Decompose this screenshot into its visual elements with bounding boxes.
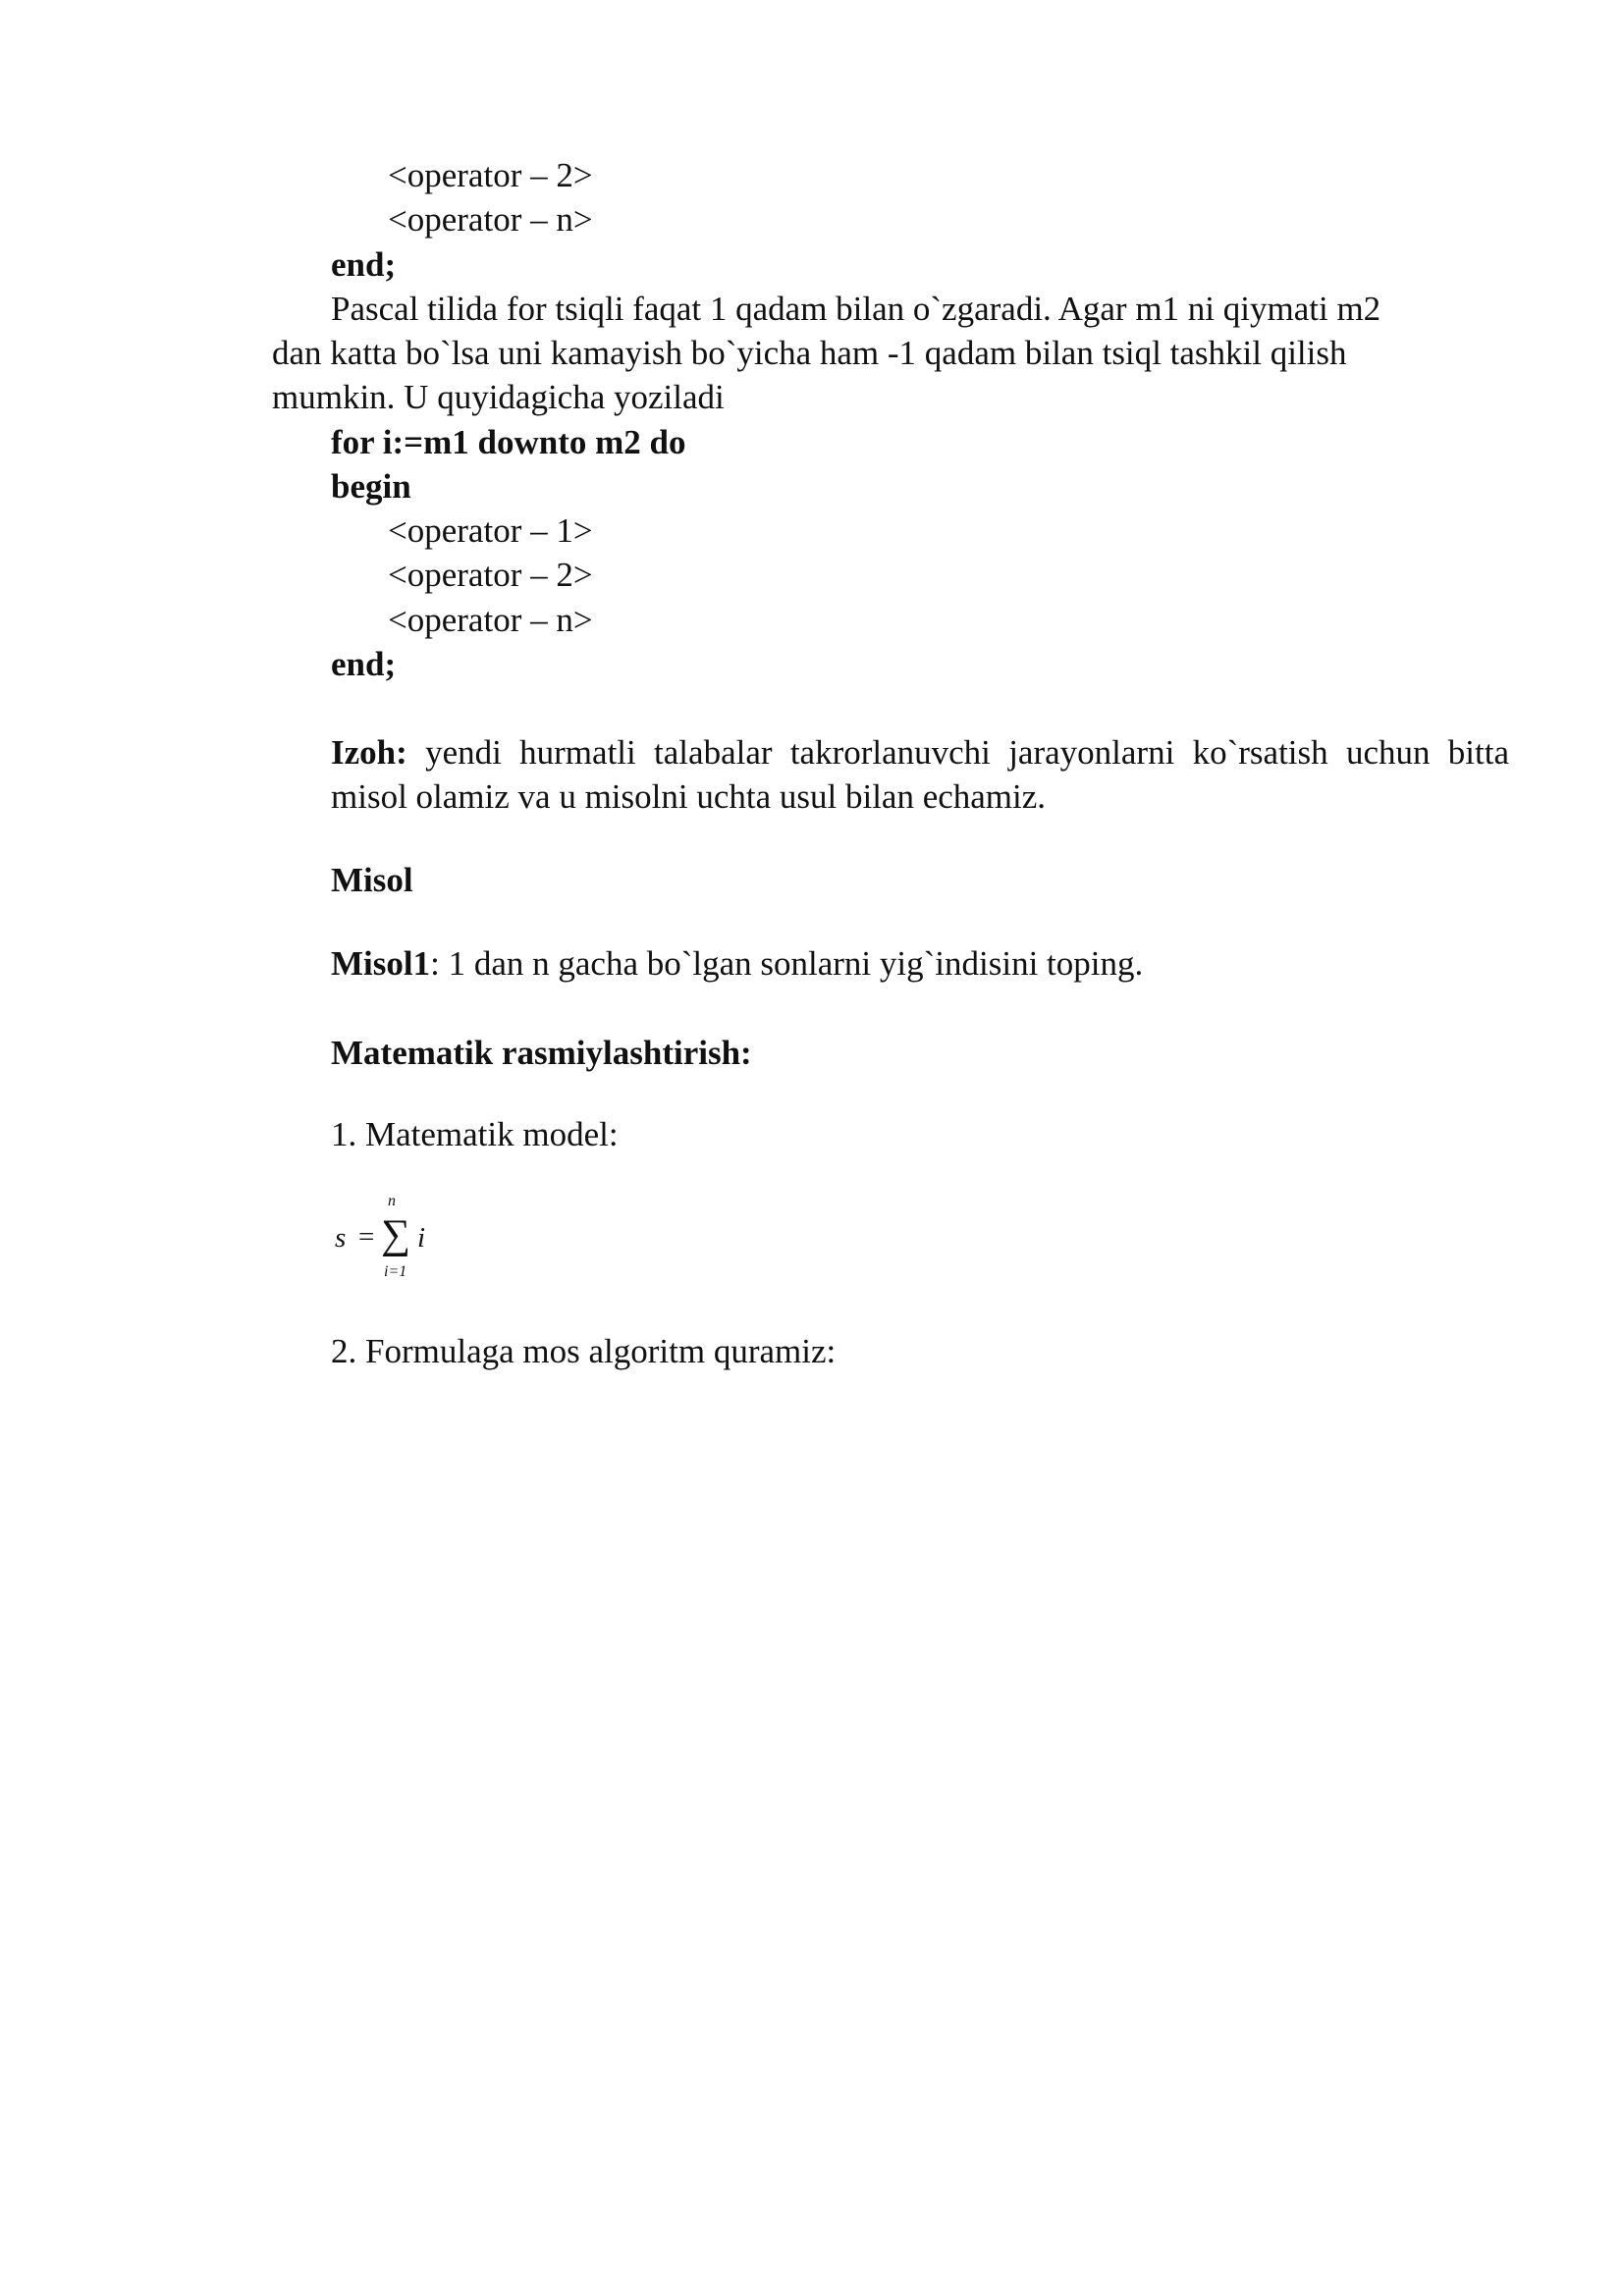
misol1-line — [331, 941, 1143, 986]
izoh-paragraph — [331, 730, 1509, 819]
formula-upper-limit: n — [388, 1193, 396, 1209]
misol1-label: Misol1 — [331, 944, 431, 983]
code-line-for-downto: for i:=m1 downto m2 do — [331, 423, 686, 461]
code-line-operator-n: <operator – n> — [388, 601, 593, 639]
code-line-operator-n: <operator – n> — [388, 200, 593, 239]
misol-heading: Misol — [331, 861, 413, 899]
izoh-label: Izoh: — [331, 733, 407, 772]
code-line-begin: begin — [331, 467, 411, 506]
sum-formula — [329, 1193, 447, 1291]
paragraph-line-1: Pascal tilida for tsiqli faqat 1 qadam bilan o`zgaradi. Agar m1 ni qiymati m2 — [331, 290, 1381, 328]
section-heading: Matematik rasmiylashtirish: — [331, 1034, 752, 1072]
izoh-text: yendi hurmatli talabalar takrorlanuvchi jarayonlarni ko`rsatish uchun bitta misol olamiz va u misolni uchta usul bilan echamiz. — [331, 733, 1509, 816]
code-line-operator-2: <operator – 2> — [388, 556, 593, 594]
formula-lower-limit: i=1 — [384, 1263, 407, 1280]
sigma-symbol: ∑ — [381, 1212, 410, 1257]
code-line-end: end; — [331, 645, 397, 683]
list-item-2: 2. Formulaga mos algoritm quramiz: — [331, 1332, 837, 1370]
paragraph-line-3: mumkin. U quyidagicha yoziladi — [272, 378, 725, 416]
code-line-operator-1: <operator – 1> — [388, 511, 593, 550]
list-item-1: 1. Matematik model: — [331, 1115, 619, 1153]
code-line-end: end; — [331, 245, 397, 284]
formula-lhs: s — [335, 1222, 347, 1254]
paragraph-line-2: dan katta bo`lsa uni kamayish bo`yicha ham -1 qadam bilan tsiql tashkil qilish — [272, 334, 1347, 372]
code-line-operator-2: <operator – 2> — [388, 156, 593, 194]
misol1-text: : 1 dan n gacha bo`lgan sonlarni yig`indisini toping. — [430, 944, 1144, 983]
formula-equals: = — [358, 1221, 375, 1253]
formula-term: i — [417, 1222, 426, 1254]
